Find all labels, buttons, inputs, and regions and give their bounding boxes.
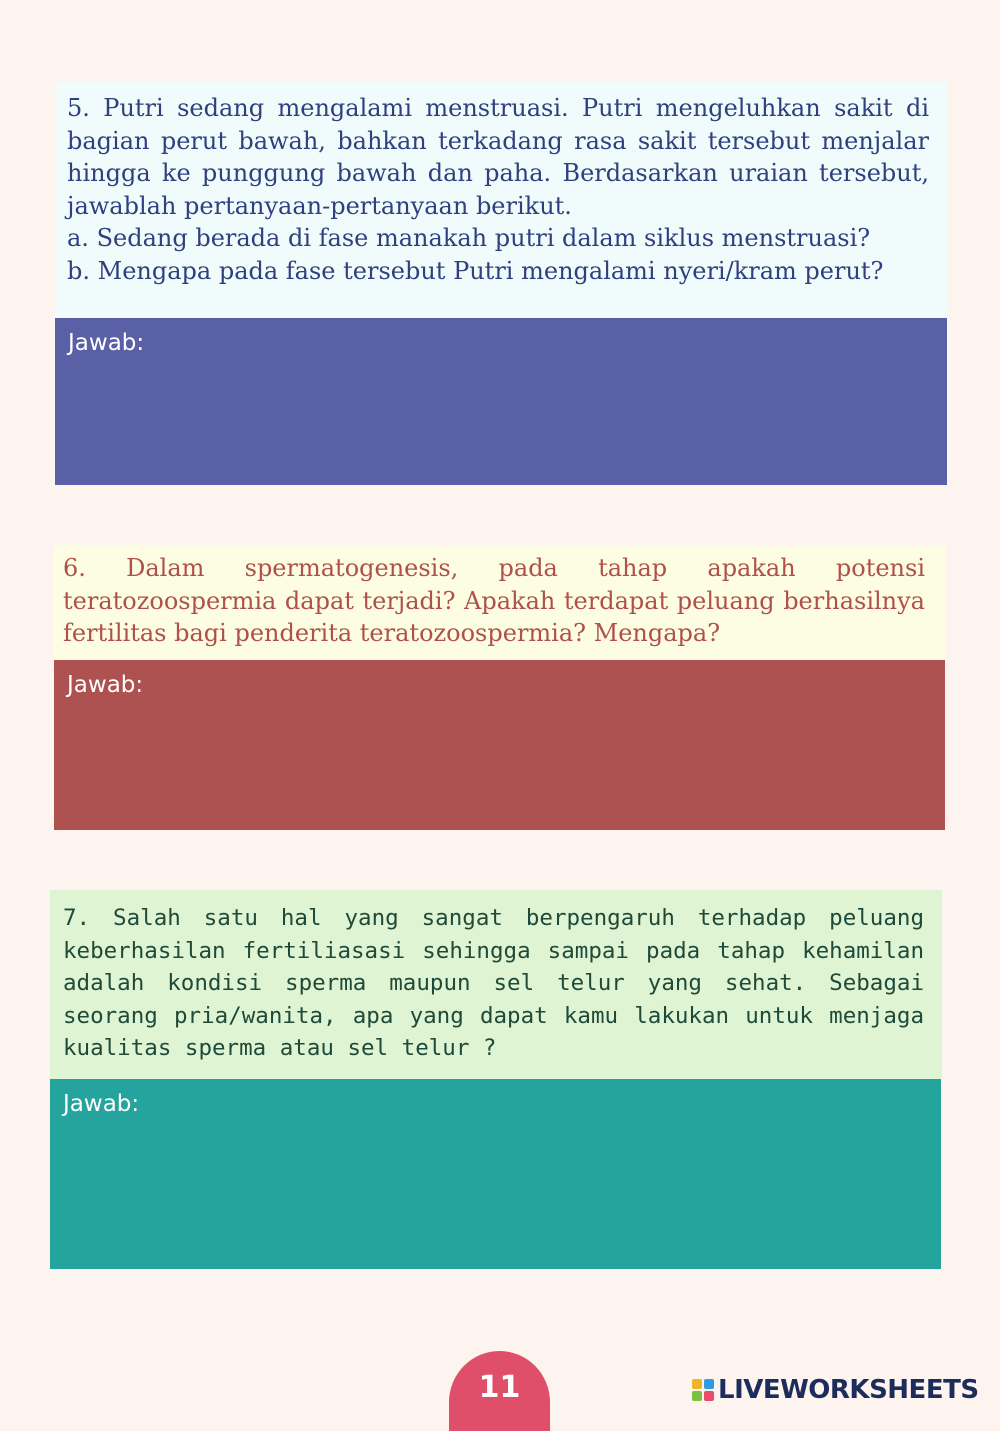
question-5-lead: 5. Putri sedang mengalami menstruasi. Putri mengeluhkan sakit di bagian perut bawah, bahkan terkadang rasa sakit tersebut menjalar hingga ke punggung bawah dan paha. Berdasarkan uraian tersebut, jawablah pertanyaan-pertanyaan berikut. bbox=[67, 94, 929, 220]
answer-6-input[interactable] bbox=[54, 660, 945, 830]
question-7-text: 7. Salah satu hal yang sangat berpengaruh terhadap peluang keberhasilan fertiliasasi sehingga sampai pada tahap kehamilan adalah kondisi sperma maupun sel telur yang sehat. Sebagai seorang pria/wanita, apa yang dapat kamu lakukan untuk menjaga kualitas sperma atau sel telur ? bbox=[63, 905, 924, 1061]
question-7-box bbox=[50, 890, 942, 1079]
answer-5-input[interactable] bbox=[55, 318, 947, 485]
question-5-part-a: a. Sedang berada di fase manakah putri dalam siklus menstruasi? bbox=[67, 224, 871, 252]
question-5-part-b: b. Mengapa pada fase tersebut Putri mengalami nyeri/kram perut? bbox=[67, 256, 884, 285]
brand-name: LIVEWORKSHEETS bbox=[718, 1375, 979, 1405]
answer-6-box bbox=[54, 660, 945, 830]
answer-5-label: Jawab: bbox=[68, 330, 145, 356]
question-5-text bbox=[67, 92, 929, 287]
question-5-box bbox=[55, 82, 947, 318]
question-6-box bbox=[53, 545, 945, 660]
answer-7-label: Jawab: bbox=[63, 1091, 140, 1117]
answer-7-input[interactable] bbox=[50, 1079, 941, 1269]
liveworksheets-brand[interactable] bbox=[692, 1372, 979, 1408]
answer-7-box bbox=[50, 1079, 941, 1269]
answer-6-label: Jawab: bbox=[67, 672, 144, 698]
page-number: 11 bbox=[449, 1351, 550, 1431]
answer-5-box bbox=[55, 318, 947, 485]
liveworksheets-logo-icon bbox=[692, 1379, 714, 1401]
question-6-text: 6. Dalam spermatogenesis, pada tahap apakah potensi teratozoospermia dapat terjadi? Apakah terdapat peluang berhasilnya fertilitas bagi penderita teratozoospermia? Mengapa? bbox=[63, 554, 925, 647]
